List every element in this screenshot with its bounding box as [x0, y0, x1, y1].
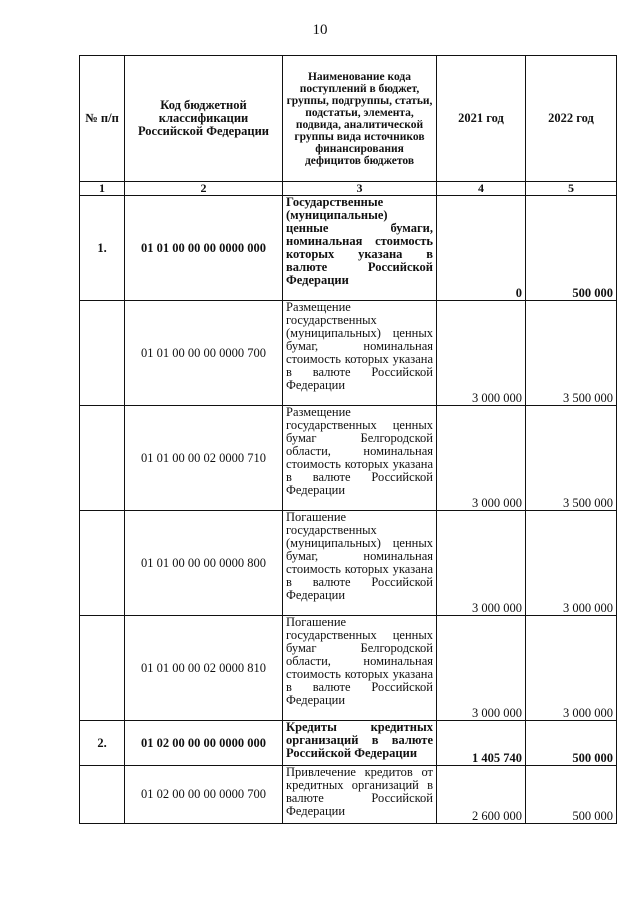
amount-2021: 1 405 740	[437, 721, 526, 766]
budget-code: 01 02 00 00 00 0000 700	[125, 766, 283, 824]
amount-2021: 3 000 000	[437, 616, 526, 721]
table-row	[80, 301, 617, 406]
row-description: Погашение государственных (муниципальных) ценных бумаг, номинальная стоимость которых указана в валюте Российской Федерации	[283, 511, 437, 616]
header-name: Наименование кода поступлений в бюджет, группы, подгруппы, статьи, подстатьи, элемента, подвида, аналитической группы вида источников финансирования дефицитов бюджетов	[283, 56, 437, 182]
row-number	[80, 406, 125, 511]
amount-2022: 3 500 000	[526, 406, 617, 511]
row-description: Привлечение кредитов от кредитных организаций в валюте Российской Федерации	[283, 766, 437, 824]
row-description: Размещение государственных (муниципальных) ценных бумаг, номинальная стоимость которых указана в валюте Российской Федерации	[283, 301, 437, 406]
amount-2021: 3 000 000	[437, 301, 526, 406]
amount-2022: 500 000	[526, 766, 617, 824]
table-header-row	[80, 56, 617, 182]
column-number-row	[80, 182, 617, 196]
header-code: Код бюджетной классификации Российской Федерации	[125, 56, 283, 182]
amount-2022: 500 000	[526, 196, 617, 301]
budget-code: 01 01 00 00 00 0000 000	[125, 196, 283, 301]
amount-2021: 3 000 000	[437, 406, 526, 511]
table-row	[80, 511, 617, 616]
row-number: 2.	[80, 721, 125, 766]
row-number	[80, 766, 125, 824]
budget-sources-table	[79, 55, 617, 824]
header-number: № п/п	[80, 56, 125, 182]
amount-2022: 3 000 000	[526, 511, 617, 616]
amount-2021: 2 600 000	[437, 766, 526, 824]
row-number	[80, 616, 125, 721]
amount-2022: 3 500 000	[526, 301, 617, 406]
column-number: 4	[437, 182, 526, 196]
row-description: Размещение государственных ценных бумаг Белгородской области, номинальная стоимость которых указана в валюте Российской Федерации	[283, 406, 437, 511]
row-description: Кредиты кредитных организаций в валюте Российской Федерации	[283, 721, 437, 766]
table-row	[80, 616, 617, 721]
budget-code: 01 01 00 00 02 0000 810	[125, 616, 283, 721]
table-row	[80, 721, 617, 766]
column-number: 5	[526, 182, 617, 196]
budget-code: 01 01 00 00 00 0000 800	[125, 511, 283, 616]
column-number: 2	[125, 182, 283, 196]
header-year-2021: 2021 год	[437, 56, 526, 182]
row-number	[80, 511, 125, 616]
row-number: 1.	[80, 196, 125, 301]
row-number	[80, 301, 125, 406]
row-description: Погашение государственных ценных бумаг Белгородской области, номинальная стоимость которых указана в валюте Российской Федерации	[283, 616, 437, 721]
amount-2021: 0	[437, 196, 526, 301]
column-number: 1	[80, 182, 125, 196]
budget-code: 01 02 00 00 00 0000 000	[125, 721, 283, 766]
budget-code: 01 01 00 00 02 0000 710	[125, 406, 283, 511]
table-row	[80, 406, 617, 511]
table-row	[80, 766, 617, 824]
header-year-2022: 2022 год	[526, 56, 617, 182]
budget-code: 01 01 00 00 00 0000 700	[125, 301, 283, 406]
column-number: 3	[283, 182, 437, 196]
amount-2021: 3 000 000	[437, 511, 526, 616]
page-number: 10	[312, 22, 328, 38]
amount-2022: 500 000	[526, 721, 617, 766]
row-description: Государственные (муниципальные) ценные бумаги, номинальная стоимость которых указана в валюте Российской Федерации	[283, 196, 437, 301]
table-row	[80, 196, 617, 301]
amount-2022: 3 000 000	[526, 616, 617, 721]
